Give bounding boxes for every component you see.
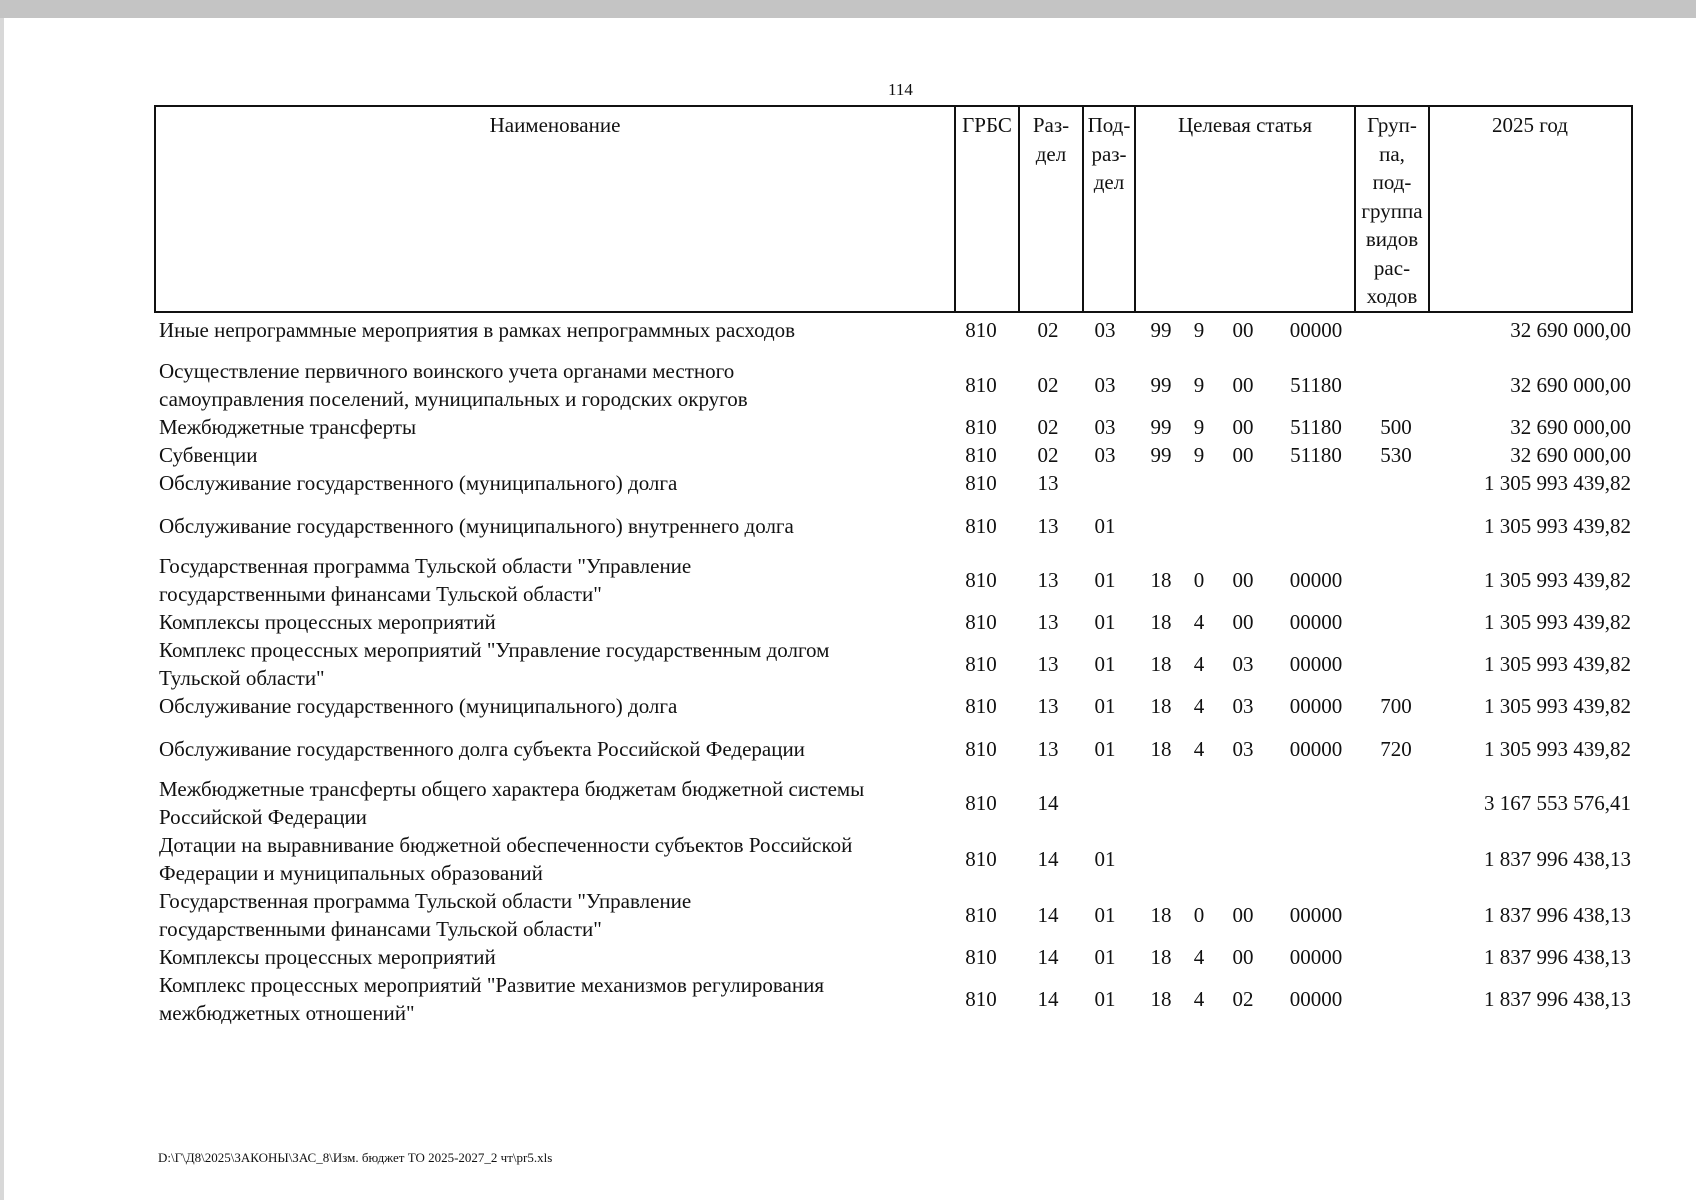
table-row xyxy=(154,413,1633,441)
cell-razdel: 14 xyxy=(1037,903,1059,927)
cell-celevaya-sub: 03 xyxy=(1232,737,1254,761)
cell-razdel: 13 xyxy=(1037,610,1059,634)
cell-grbs: 810 xyxy=(965,514,997,538)
cell-celevaya-type: 9 xyxy=(1193,443,1205,467)
cell-celevaya-sub: 00 xyxy=(1232,610,1254,634)
cell-grbs: 810 xyxy=(965,610,997,634)
footer-file-path: D:\Г\Д8\2025\ЗАКОНЫ\ЗАС_8\Изм. бюджет ТО 2025-2027_2 чт\pr5.xls xyxy=(158,1150,553,1165)
cell-grbs: 810 xyxy=(965,568,997,592)
row-name-line: Обслуживание государственного (муниципального) внутреннего долга xyxy=(159,514,794,538)
row-name-text xyxy=(159,316,795,344)
header-podrazdel-line: дел xyxy=(1093,170,1125,194)
table-row xyxy=(154,692,1633,720)
cell-amount-2025: 1 305 993 439,82 xyxy=(1484,610,1631,634)
table-row xyxy=(154,315,1633,345)
header-gruppa-line: Груп- xyxy=(1367,113,1417,137)
row-name xyxy=(159,887,949,943)
cell-celevaya-sub: 00 xyxy=(1232,443,1254,467)
cell-celevaya-direction: 51180 xyxy=(1290,415,1342,439)
row-name xyxy=(159,413,949,441)
row-name-line: Комплексы процессных мероприятий xyxy=(159,945,496,969)
table-row xyxy=(154,552,1633,608)
cell-amount-2025: 32 690 000,00 xyxy=(1510,373,1631,397)
page-number: 114 xyxy=(888,80,913,99)
table-row xyxy=(154,775,1633,831)
cell-celevaya-sub: 00 xyxy=(1232,415,1254,439)
cell-celevaya-direction: 51180 xyxy=(1290,443,1342,467)
row-name-text xyxy=(159,943,496,971)
cell-podrazdel: 01 xyxy=(1094,694,1116,718)
cell-grbs: 810 xyxy=(965,373,997,397)
header-gruppa-line: па, xyxy=(1379,141,1405,166)
cell-podrazdel: 03 xyxy=(1094,373,1116,397)
cell-celevaya-program: 99 xyxy=(1150,318,1172,342)
row-name-line: Обслуживание государственного (муниципального) долга xyxy=(159,471,678,495)
row-name-line: Комплекс процессных мероприятий "Управление государственным долгом xyxy=(159,638,830,662)
cell-grbs: 810 xyxy=(965,903,997,927)
row-name-text xyxy=(159,831,852,887)
row-name-text xyxy=(159,636,829,692)
cell-razdel: 02 xyxy=(1037,415,1059,439)
cell-amount-2025: 1 837 996 438,13 xyxy=(1484,945,1631,969)
row-name-text xyxy=(159,735,805,763)
table-row xyxy=(154,512,1633,540)
cell-amount-2025: 32 690 000,00 xyxy=(1510,318,1631,342)
cell-razdel: 14 xyxy=(1037,847,1059,871)
row-name-line: самоуправления поселений, муниципальных и городских округов xyxy=(159,387,748,411)
cell-razdel: 13 xyxy=(1037,652,1059,676)
header-razdel-line: дел xyxy=(1035,141,1067,166)
cell-grbs: 810 xyxy=(965,987,997,1011)
cell-grbs: 810 xyxy=(965,471,997,495)
table-row xyxy=(154,357,1633,413)
cell-razdel: 14 xyxy=(1037,987,1059,1011)
cell-amount-2025: 1 305 993 439,82 xyxy=(1484,568,1631,592)
table-row xyxy=(154,971,1633,1027)
cell-grbs: 810 xyxy=(965,652,997,676)
header-year: 2025 год xyxy=(1492,113,1568,137)
cell-podrazdel: 01 xyxy=(1094,737,1116,761)
row-name xyxy=(159,831,949,887)
cell-amount-2025: 1 837 996 438,13 xyxy=(1484,903,1631,927)
cell-podrazdel: 01 xyxy=(1094,945,1116,969)
cell-razdel: 13 xyxy=(1037,471,1059,495)
header-gruppa-line: ходов xyxy=(1366,284,1418,308)
table-row xyxy=(154,887,1633,943)
scan-left-edge xyxy=(0,18,4,1200)
row-name-line: государственными финансами Тульской области" xyxy=(159,582,602,606)
header-gruppa-line: видов xyxy=(1365,227,1419,251)
row-name xyxy=(159,971,949,1027)
header-gruppa-line: рас- xyxy=(1373,255,1411,280)
row-name-text xyxy=(159,608,496,636)
cell-amount-2025: 1 305 993 439,82 xyxy=(1484,652,1631,676)
table-row xyxy=(154,469,1633,497)
row-name-text xyxy=(159,469,677,497)
cell-celevaya-direction: 00000 xyxy=(1289,318,1343,342)
table-row xyxy=(154,735,1633,763)
header-gruppa-line: группа xyxy=(1361,198,1423,223)
row-name-text xyxy=(159,552,691,608)
header-grbs: ГРБС xyxy=(962,113,1012,137)
cell-celevaya-direction: 00000 xyxy=(1289,568,1343,592)
row-name-text xyxy=(159,887,691,943)
cell-amount-2025: 1 305 993 439,82 xyxy=(1484,514,1631,538)
cell-razdel: 13 xyxy=(1037,568,1059,592)
cell-celevaya-direction: 51180 xyxy=(1290,373,1342,397)
row-name-line: Государственная программа Тульской области "Управление xyxy=(159,554,692,578)
cell-celevaya-program: 18 xyxy=(1150,652,1172,676)
cell-celevaya-type: 4 xyxy=(1193,987,1205,1011)
row-name-line: государственными финансами Тульской области" xyxy=(159,917,602,941)
cell-podrazdel: 01 xyxy=(1094,610,1116,634)
cell-celevaya-type: 0 xyxy=(1193,903,1205,927)
cell-razdel: 14 xyxy=(1037,791,1059,815)
header-celevaya: Целевая статья xyxy=(1177,113,1313,137)
cell-podrazdel: 01 xyxy=(1094,652,1116,676)
row-name-text xyxy=(159,441,257,469)
table-header xyxy=(154,105,1633,313)
cell-celevaya-direction: 00000 xyxy=(1289,737,1343,761)
row-name xyxy=(159,512,949,540)
cell-celevaya-type: 9 xyxy=(1193,415,1205,439)
cell-podrazdel: 01 xyxy=(1094,847,1116,871)
cell-amount-2025: 3 167 553 576,41 xyxy=(1484,791,1631,815)
cell-celevaya-program: 99 xyxy=(1150,373,1172,397)
table-row xyxy=(154,441,1633,469)
cell-celevaya-direction: 00000 xyxy=(1289,903,1343,927)
row-name-text xyxy=(159,971,824,1027)
cell-amount-2025: 32 690 000,00 xyxy=(1510,443,1631,467)
header-razdel-line: Раз- xyxy=(1032,113,1070,137)
cell-celevaya-direction: 00000 xyxy=(1289,610,1343,634)
cell-celevaya-type: 4 xyxy=(1193,610,1205,634)
cell-celevaya-program: 18 xyxy=(1150,945,1172,969)
cell-celevaya-type: 0 xyxy=(1193,568,1205,592)
header-name: Наименование xyxy=(489,113,621,137)
row-name-line: Межбюджетные трансферты общего характера бюджетам бюджетной системы xyxy=(159,777,865,801)
cell-gruppa: 530 xyxy=(1380,443,1412,467)
row-name-text xyxy=(159,413,416,441)
row-name xyxy=(159,315,949,345)
header-gruppa-line: под- xyxy=(1372,170,1412,194)
cell-razdel: 14 xyxy=(1037,945,1059,969)
cell-celevaya-program: 18 xyxy=(1150,610,1172,634)
cell-celevaya-type: 4 xyxy=(1193,945,1205,969)
row-name-line: Осуществление первичного воинского учета органами местного xyxy=(159,359,735,383)
cell-celevaya-program: 18 xyxy=(1150,694,1172,718)
cell-podrazdel: 03 xyxy=(1094,318,1116,342)
row-name-line: Иные непрограммные мероприятия в рамках непрограммных расходов xyxy=(159,318,796,342)
row-name xyxy=(159,441,949,469)
row-name-text xyxy=(159,692,677,720)
cell-podrazdel: 01 xyxy=(1094,903,1116,927)
cell-celevaya-type: 9 xyxy=(1193,373,1205,397)
row-name-line: Российской Федерации xyxy=(159,805,367,829)
cell-celevaya-program: 18 xyxy=(1150,737,1172,761)
cell-grbs: 810 xyxy=(965,694,997,718)
row-name-line: Федерации и муниципальных образований xyxy=(159,861,543,885)
row-name-line: Субвенции xyxy=(159,443,258,467)
cell-celevaya-program: 99 xyxy=(1150,443,1172,467)
cell-celevaya-sub: 00 xyxy=(1232,903,1254,927)
cell-gruppa: 700 xyxy=(1380,694,1412,718)
cell-grbs: 810 xyxy=(965,945,997,969)
cell-amount-2025: 1 837 996 438,13 xyxy=(1484,987,1631,1011)
cell-amount-2025: 1 305 993 439,82 xyxy=(1484,471,1631,495)
cell-grbs: 810 xyxy=(965,847,997,871)
cell-celevaya-type: 4 xyxy=(1193,652,1205,676)
cell-podrazdel: 01 xyxy=(1094,568,1116,592)
row-name xyxy=(159,469,949,497)
header-gruppa xyxy=(1356,111,1428,311)
cell-grbs: 810 xyxy=(965,318,997,342)
row-name xyxy=(159,943,949,971)
cell-celevaya-direction: 00000 xyxy=(1289,652,1343,676)
table-body xyxy=(154,315,1633,1027)
cell-podrazdel: 03 xyxy=(1094,415,1116,439)
cell-amount-2025: 1 305 993 439,82 xyxy=(1484,694,1631,718)
cell-celevaya-direction: 00000 xyxy=(1289,945,1343,969)
cell-celevaya-sub: 03 xyxy=(1232,694,1254,718)
cell-celevaya-program: 18 xyxy=(1150,987,1172,1011)
row-name-text xyxy=(159,512,794,540)
cell-razdel: 13 xyxy=(1037,514,1059,538)
cell-celevaya-sub: 02 xyxy=(1232,987,1254,1011)
row-name-line: Тульской области" xyxy=(159,666,325,690)
row-name-line: Дотации на выравнивание бюджетной обеспеченности субъектов Российской xyxy=(159,833,853,857)
header-podrazdel-line: раз- xyxy=(1091,141,1127,166)
cell-amount-2025: 1 305 993 439,82 xyxy=(1484,737,1631,761)
cell-celevaya-sub: 03 xyxy=(1232,652,1254,676)
cell-celevaya-program: 18 xyxy=(1150,568,1172,592)
cell-podrazdel: 03 xyxy=(1094,443,1116,467)
row-name-line: Государственная программа Тульской области "Управление xyxy=(159,889,692,913)
cell-razdel: 13 xyxy=(1037,737,1059,761)
cell-gruppa: 500 xyxy=(1380,415,1412,439)
cell-podrazdel: 01 xyxy=(1094,514,1116,538)
row-name xyxy=(159,608,949,636)
cell-razdel: 02 xyxy=(1037,318,1059,342)
row-name-line: Комплекс процессных мероприятий "Развитие механизмов регулирования xyxy=(159,973,824,997)
cell-celevaya-sub: 00 xyxy=(1232,318,1254,342)
header-podrazdel-line: Под- xyxy=(1087,113,1131,137)
cell-amount-2025: 1 837 996 438,13 xyxy=(1484,847,1631,871)
cell-razdel: 02 xyxy=(1037,373,1059,397)
cell-grbs: 810 xyxy=(965,737,997,761)
cell-gruppa: 720 xyxy=(1380,737,1412,761)
row-name-line: Комплексы процессных мероприятий xyxy=(159,610,496,634)
row-name xyxy=(159,692,949,720)
cell-grbs: 810 xyxy=(965,791,997,815)
cell-celevaya-sub: 00 xyxy=(1232,373,1254,397)
row-name-line: Обслуживание государственного долга субъекта Российской Федерации xyxy=(159,737,805,761)
row-name xyxy=(159,775,949,831)
cell-celevaya-program: 18 xyxy=(1150,903,1172,927)
table-row xyxy=(154,636,1633,692)
row-name xyxy=(159,552,949,608)
cell-podrazdel: 01 xyxy=(1094,987,1116,1011)
table-row xyxy=(154,943,1633,971)
row-name-text xyxy=(159,357,748,413)
row-name-line: межбюджетных отношений" xyxy=(159,1001,415,1025)
cell-amount-2025: 32 690 000,00 xyxy=(1510,415,1631,439)
table-row xyxy=(154,831,1633,887)
cell-celevaya-type: 4 xyxy=(1193,694,1205,718)
cell-grbs: 810 xyxy=(965,415,997,439)
row-name-text xyxy=(159,775,864,831)
cell-celevaya-sub: 00 xyxy=(1232,568,1254,592)
row-name xyxy=(159,735,949,763)
cell-celevaya-program: 99 xyxy=(1150,415,1172,439)
cell-celevaya-type: 4 xyxy=(1193,737,1205,761)
cell-celevaya-direction: 00000 xyxy=(1289,694,1343,718)
cell-grbs: 810 xyxy=(965,443,997,467)
cell-celevaya-direction: 00000 xyxy=(1289,987,1343,1011)
row-name xyxy=(159,357,949,413)
row-name-line: Обслуживание государственного (муниципального) долга xyxy=(159,694,678,718)
cell-razdel: 13 xyxy=(1037,694,1059,718)
header-podrazdel xyxy=(1084,111,1134,197)
cell-razdel: 02 xyxy=(1037,443,1059,467)
cell-celevaya-type: 9 xyxy=(1193,318,1205,342)
scan-top-band xyxy=(0,0,1696,18)
header-razdel xyxy=(1020,111,1082,168)
cell-celevaya-sub: 00 xyxy=(1232,945,1254,969)
row-name xyxy=(159,636,949,692)
table-row xyxy=(154,608,1633,636)
row-name-line: Межбюджетные трансферты xyxy=(159,415,417,439)
